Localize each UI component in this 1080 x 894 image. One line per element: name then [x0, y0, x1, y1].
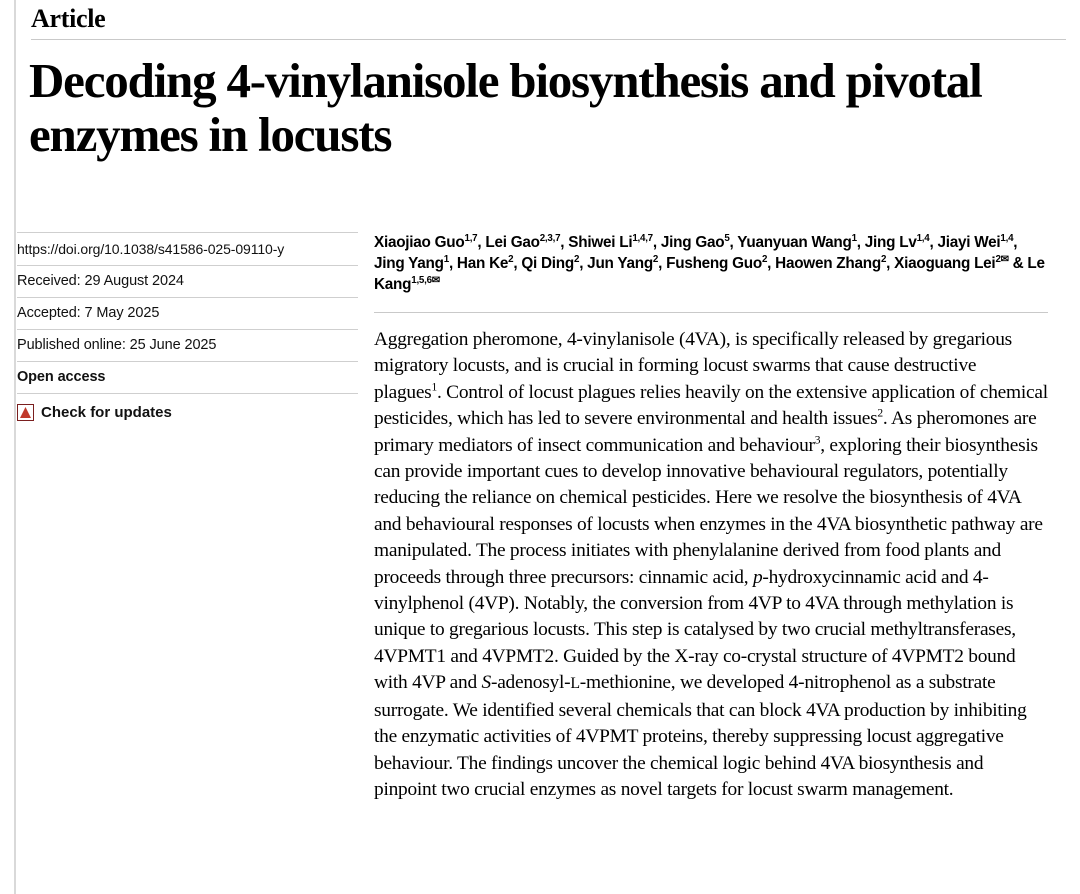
check-for-updates-button[interactable] [17, 394, 358, 421]
author-name[interactable]: , Qi Ding [513, 255, 574, 272]
reference-marker[interactable]: 2 [877, 407, 883, 420]
author-affiliation: 2 [761, 253, 768, 265]
author-affiliation: 2 [652, 253, 659, 265]
content-column [358, 232, 1048, 803]
abstract-segment: , exploring their biosynthesis can provide important cues to develop innovative behavioural regulators, potentially reducing the reliance on chemical pesticides. Here we resolve the biosynthesis of 4VA and behavioural responses of locusts when enzymes in the 4VA biosynthetic pathway are manipulated. The process initiates with phenylalanine derived from food plants and proceeds through three precursors: cinnamic acid, [374, 434, 1043, 588]
author-name[interactable]: , Han Ke [448, 255, 509, 272]
abstract-text [374, 327, 1048, 803]
author-name[interactable]: , Jing Gao [652, 234, 725, 251]
page-title: Decoding 4-vinylanisole biosynthesis and pivotal enzymes in locusts [29, 53, 982, 162]
author-separator: & [1008, 255, 1028, 272]
article-columns [14, 232, 1064, 803]
abstract-segment: Aggregation pheromone, 4-vinylanisole (4VA), is specifically released by gregarious migratory locusts, and is crucial in forming locust swarms that cause destructive plagues [374, 329, 1012, 403]
author-affiliation: 2 [508, 253, 514, 265]
author-name[interactable]: , Lei Gao [477, 234, 540, 251]
author-name[interactable]: Xiaojiao Guo [374, 234, 465, 251]
article-type-label: Article [31, 4, 106, 33]
received-date: Received: 29 August 2024 [17, 266, 358, 298]
check-for-updates-label: Check for updates [41, 404, 172, 421]
abstract-segment: . As pheromones are primary mediators of insect communication and behaviour [374, 408, 1037, 456]
corresponding-author-icon[interactable]: ✉ [431, 274, 440, 286]
abstract-segment: -methionine, we developed 4-nitrophenol as a substrate surrogate. We identified several chemicals that can block 4VA production by inhibiting the enzymatic activities of 4VPMT proteins, thereby suppressing locust aggregative behaviour. The findings uncover the chemical logic behind 4VA biosynthesis and pinpoint two crucial enzymes as novel targets for locust swarm management. [374, 672, 1027, 800]
kicker-divider [31, 39, 1066, 40]
check-for-updates-icon [17, 404, 34, 421]
abstract-italic: p [752, 566, 763, 588]
author-affiliation: 1,4 [1000, 232, 1014, 244]
author-affiliation: 5 [724, 232, 730, 244]
published-date: Published online: 25 June 2025 [17, 330, 358, 362]
doi-link[interactable]: https://doi.org/10.1038/s41586-025-09110-y [17, 232, 358, 266]
author-affiliation: 2 [880, 253, 887, 265]
abstract-segment: -hydroxycinnamic acid and 4-vinylphenol (4VP). Notably, the conversion from 4VP to 4VA through methylation is unique to gregarious locusts. This step is catalysed by two crucial methyltransferases, 4VPMT1 and 4VPMT2. Guided by the X-ray co-crystal structure of 4VPMT2 bound with 4VP and [374, 566, 1016, 694]
author-name[interactable]: , Jing Yang [374, 234, 1018, 272]
author-name[interactable]: , Yuanyuan Wang [729, 234, 852, 251]
author-affiliation: 1,5,6 [411, 274, 432, 286]
author-affiliation: 2 [995, 253, 1001, 265]
author-affiliation: 1,4,7 [632, 232, 653, 244]
corresponding-author-icon[interactable]: ✉ [1000, 253, 1009, 265]
authors-divider [374, 312, 1048, 313]
author-name[interactable]: , Xiaoguang Lei [886, 255, 996, 272]
reference-marker[interactable]: 1 [431, 381, 437, 394]
author-affiliation: 2 [573, 253, 580, 265]
author-affiliation: 2,3,7 [539, 232, 561, 244]
reference-marker[interactable]: 3 [814, 434, 821, 447]
author-affiliation: 1 [443, 253, 449, 265]
author-name[interactable]: , Jun Yang [579, 255, 653, 272]
abstract-smallcaps: L [570, 675, 580, 693]
accepted-date: Accepted: 7 May 2025 [17, 298, 358, 330]
author-name[interactable]: , Fusheng Guo [658, 255, 762, 272]
author-name[interactable]: , Haowen Zhang [767, 255, 881, 272]
abstract-segment: . Control of locust plagues relies heavily on the extensive application of chemical pesticides, which has led to severe environmental and health issues [374, 381, 1048, 430]
author-list [374, 232, 1048, 295]
metadata-column [14, 232, 358, 421]
abstract-italic: S [481, 672, 491, 694]
author-name[interactable]: , Shiwei Li [560, 234, 633, 251]
author-name[interactable]: , Jing Lv [856, 234, 917, 251]
author-name[interactable]: Le Kang [374, 255, 1045, 293]
abstract-segment: -adenosyl- [490, 672, 571, 694]
author-name[interactable]: , Jiayi Wei [929, 234, 1001, 251]
author-affiliation: 1,7 [464, 232, 478, 244]
author-affiliation: 1 [851, 232, 857, 244]
open-access-label: Open access [17, 362, 358, 394]
author-affiliation: 1,4 [916, 232, 930, 244]
